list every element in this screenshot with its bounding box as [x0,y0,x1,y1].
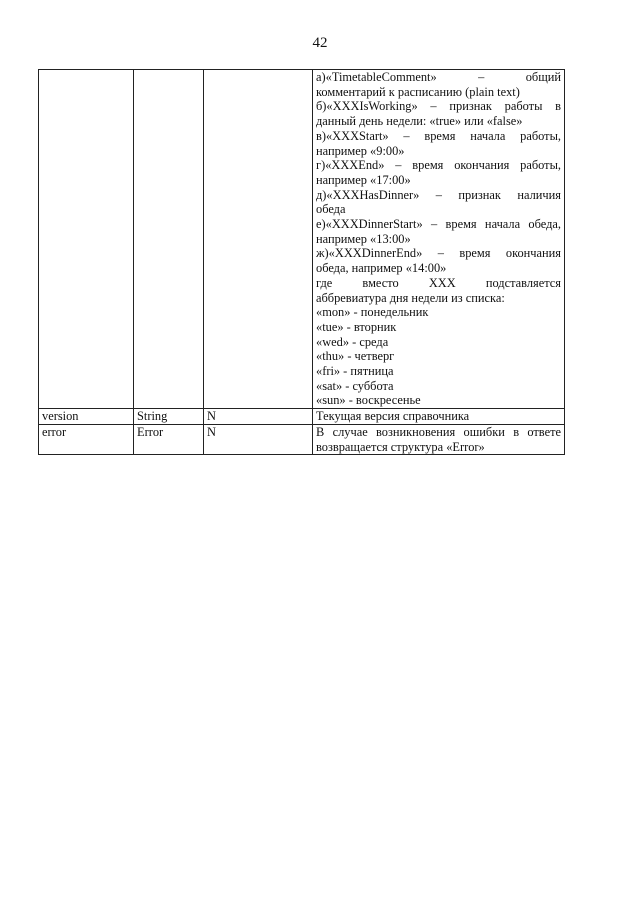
field-type-cell: String [134,409,204,425]
description-line: например «9:00» [316,143,405,158]
description-line: е)«XXXDinnerStart» – время начала обеда, [316,217,561,232]
description-line: данный день недели: «true» или «false» [316,114,523,129]
table-row [39,424,565,454]
spec-table-body [39,70,565,455]
description-line: В случае возникновения ошибки в ответе [316,424,561,439]
description-line: «mon» - понедельник [316,305,429,320]
description-line: обеда, например «14:00» [316,261,447,276]
field-name-cell: version [39,409,134,425]
description-line: комментарий к расписанию (plain text) [316,84,520,99]
description-line: обеда [316,202,346,217]
description-line: «sat» - суббота [316,378,394,393]
page-number: 42 [312,35,328,51]
description-line: г)«XXXEnd» – время окончания работы, [316,158,561,173]
description-line: Текущая версия справочника [316,409,470,424]
description-line: ж)«XXXDinnerEnd» – время окончания [316,246,561,261]
description-line: в)«XXXStart» – время начала работы, [316,128,561,143]
description-line: «tue» - вторник [316,319,397,334]
field-required-cell: N [204,424,313,454]
field-required-cell: N [204,409,313,425]
table-row [39,70,565,409]
description-line: например «13:00» [316,231,411,246]
field-description-cell [313,409,565,425]
field-name-cell [39,70,134,409]
description-line: д)«XXXHasDinner» – признак наличия [316,187,561,202]
description-line: «thu» - четверг [316,349,395,364]
description-line: «wed» - среда [316,334,389,349]
description-line: б)«XXXIsWorking» – признак работы в [316,99,561,114]
field-type-cell: Error [134,424,204,454]
description-line: где вместо XXX подставляется [316,275,561,290]
description-line: «fri» - пятница [316,364,394,379]
field-required-cell [204,70,313,409]
spec-table [38,69,565,455]
field-name-cell: error [39,424,134,454]
description-line: аббревиатура дня недели из списка: [316,290,505,305]
table-row [39,409,565,425]
field-description-cell [313,70,565,409]
description-line: а)«TimetableComment» – общий [316,70,561,84]
field-type-cell [134,70,204,409]
description-line: например «17:00» [316,172,411,187]
description-line: «sun» - воскресенье [316,393,421,408]
description-line: возвращается структура «Error» [316,439,485,454]
field-description-cell [313,424,565,454]
